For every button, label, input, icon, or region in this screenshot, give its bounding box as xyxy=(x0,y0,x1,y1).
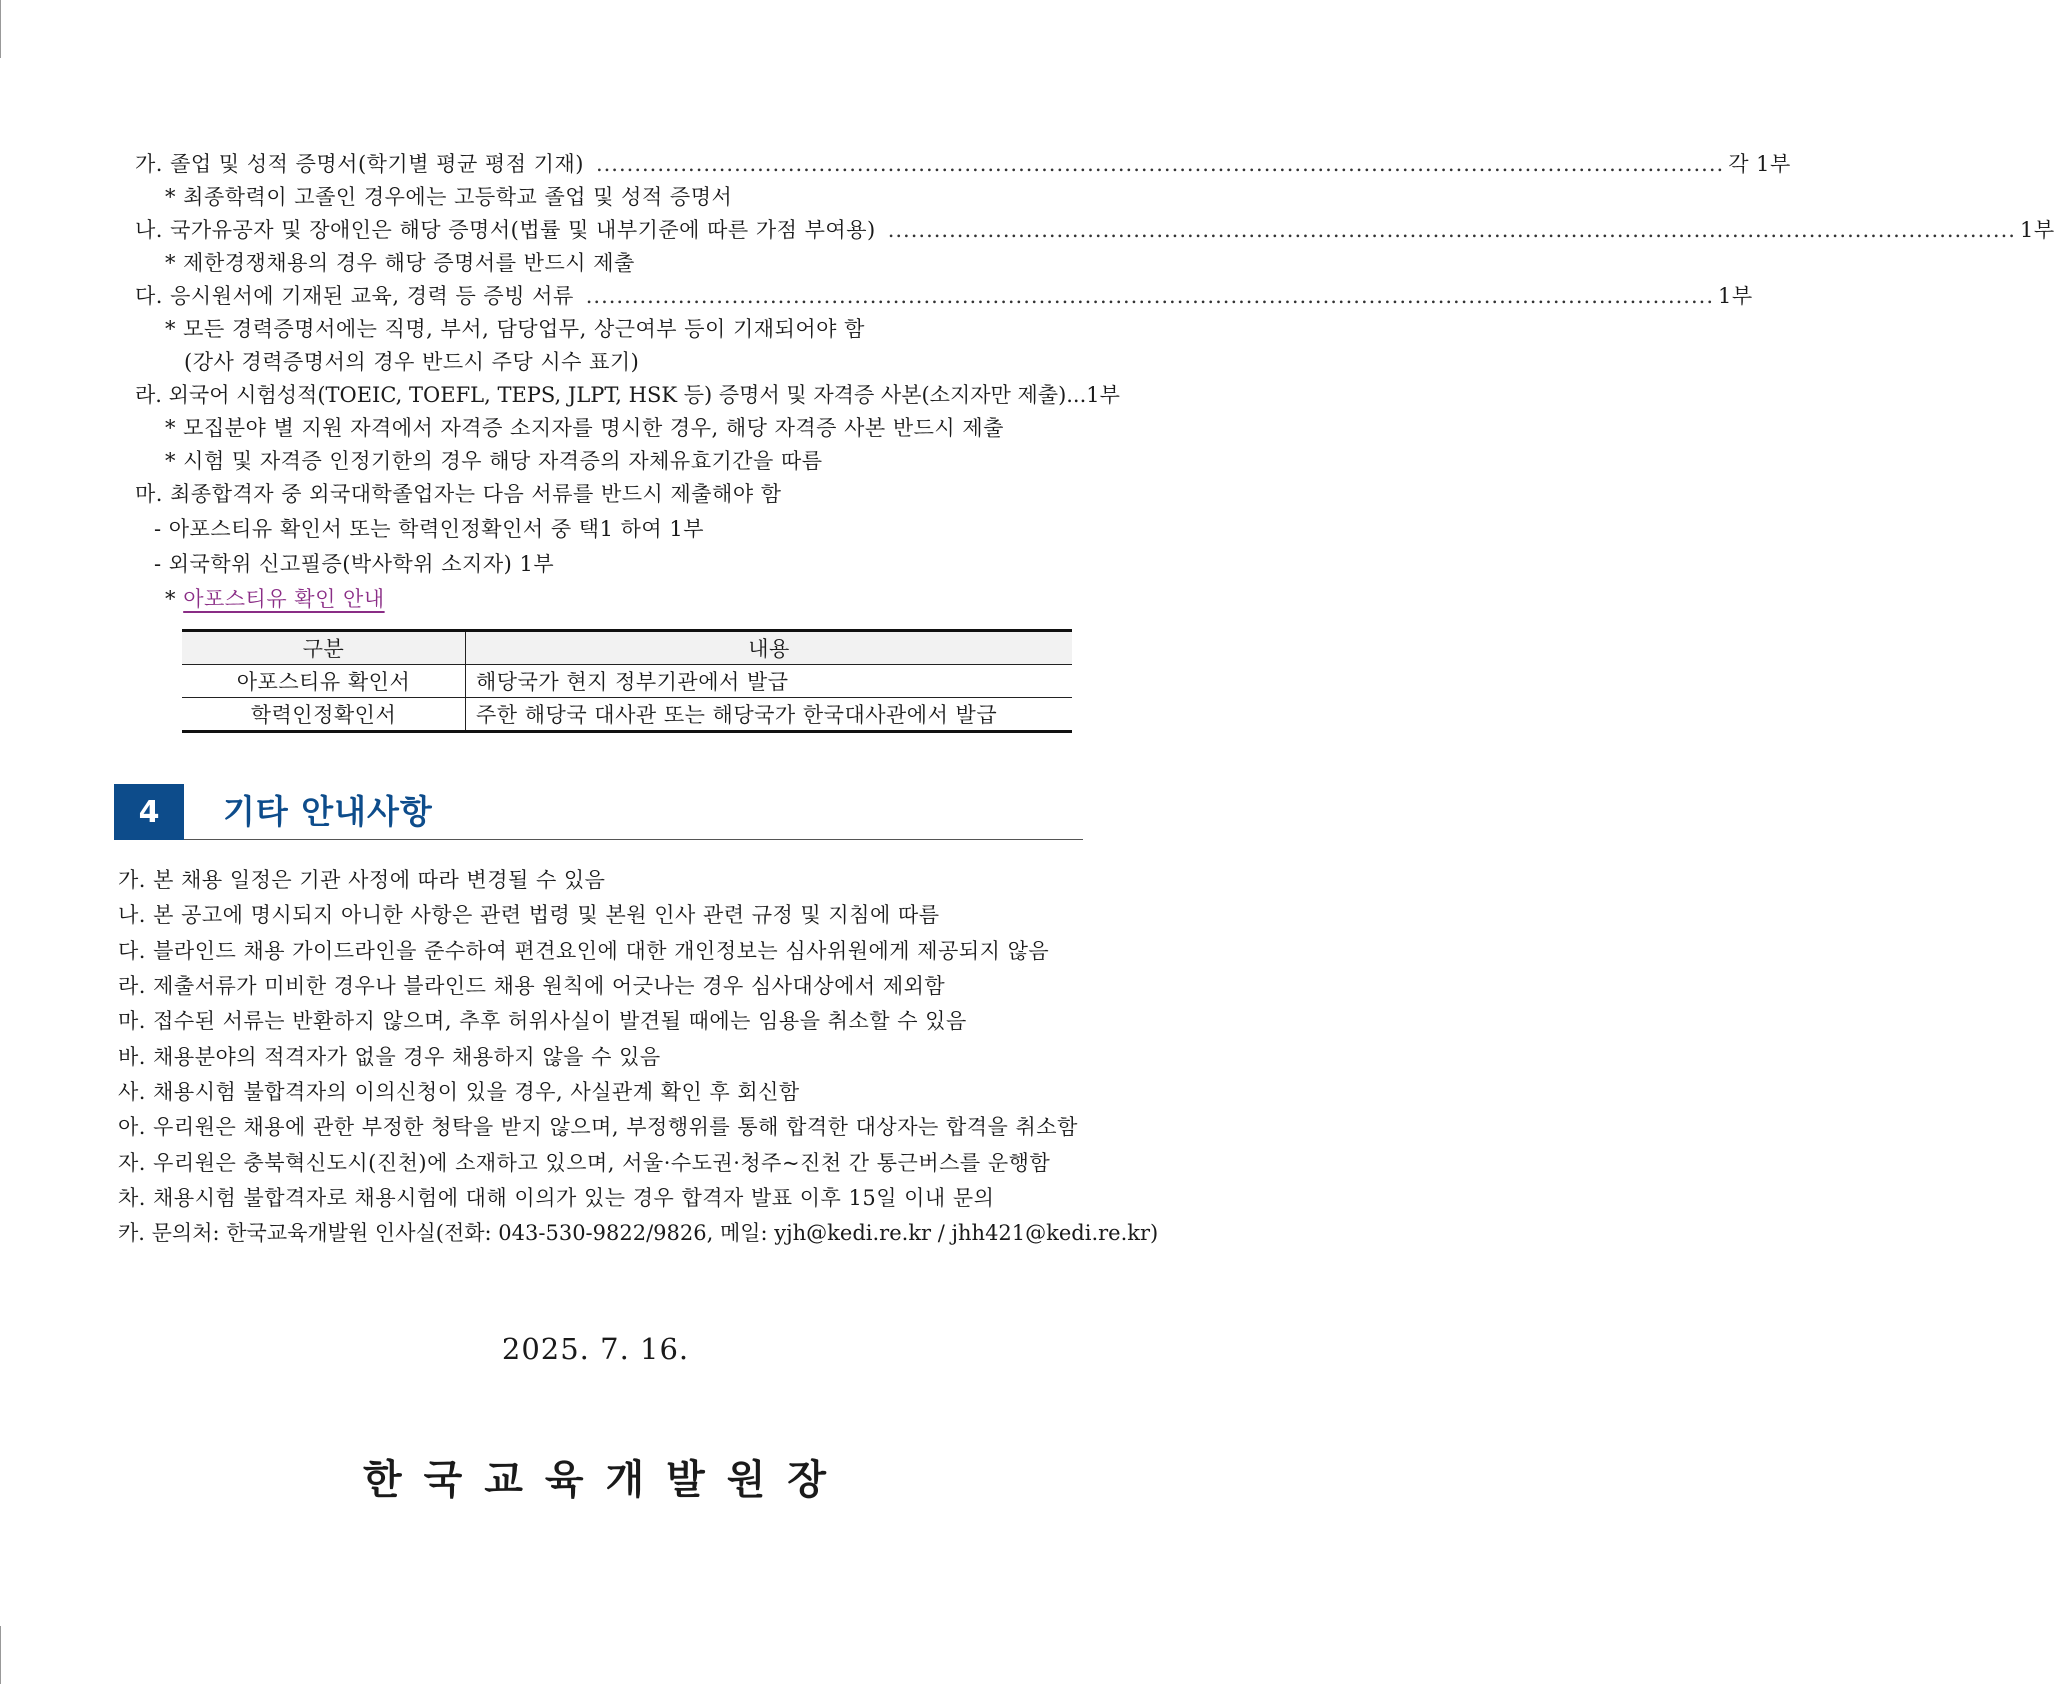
table-header: 구분 xyxy=(182,631,466,665)
doc-note: * 모든 경력증명서에는 직명, 부서, 담당업무, 상근여부 등이 기재되어야 함 xyxy=(165,317,865,341)
apostille-table xyxy=(182,629,1072,733)
table-cell: 주한 해당국 대사관 또는 해당국가 한국대사관에서 발급 xyxy=(466,698,1073,732)
table-header: 내용 xyxy=(466,631,1073,665)
doc-item-label: 나. 국가유공자 및 장애인은 해당 증명서(법률 및 내부기준에 따른 가점 부여용) xyxy=(135,218,876,242)
doc-sub-item: - 외국학위 신고필증(박사학위 소지자) 1부 xyxy=(154,552,555,576)
doc-item-ma: 마. 최종합격자 중 외국대학졸업자는 다음 서류를 반드시 제출해야 함 xyxy=(135,482,782,506)
doc-item-ra: 라. 외국어 시험성적(TOEIC, TOEFL, TEPS, JLPT, HSK 등) 증명서 및 자격증 사본(소지자만 제출)...1부 xyxy=(135,383,1120,407)
doc-item-label: 다. 응시원서에 기재된 교육, 경력 등 증빙 서류 xyxy=(135,284,574,308)
table-cell: 해당국가 현지 정부기관에서 발급 xyxy=(466,665,1073,698)
apostille-note xyxy=(165,585,385,613)
apostille-info-link[interactable]: 아포스티유 확인 안내 xyxy=(183,587,385,611)
dot-leader: ................................................................................................................................................... xyxy=(887,218,2016,242)
table-cell: 학력인정확인서 xyxy=(182,698,466,732)
crop-mark-top-left xyxy=(0,0,1,58)
notice-item: 나. 본 공고에 명시되지 아니한 사항은 관련 법령 및 본원 인사 관련 규정 및 지침에 따름 xyxy=(118,903,940,927)
notice-item: 가. 본 채용 일정은 기관 사정에 따라 변경될 수 있음 xyxy=(118,868,606,892)
section-divider xyxy=(184,839,1083,840)
notice-item: 아. 우리원은 채용에 관한 부정한 청탁을 받지 않으며, 부정행위를 통해 합격한 대상자는 합격을 취소함 xyxy=(118,1115,1078,1139)
crop-mark-bottom-left xyxy=(0,1626,1,1684)
announcement-date: 2025. 7. 16. xyxy=(501,1332,690,1366)
notice-item: 자. 우리원은 충북혁신도시(진천)에 소재하고 있으며, 서울·수도권·청주~진천 간 통근버스를 운행함 xyxy=(118,1151,1051,1175)
notice-item: 차. 채용시험 불합격자로 채용시험에 대해 이의가 있는 경우 합격자 발표 이후 15일 이내 문의 xyxy=(118,1186,995,1210)
doc-note: * 시험 및 자격증 인정기한의 경우 해당 자격증의 자체유효기간을 따름 xyxy=(165,449,823,473)
table-cell: 아포스티유 확인서 xyxy=(182,665,466,698)
organization-signature: 한국교육개발원장 xyxy=(362,1456,849,1503)
doc-item-label: 가. 졸업 및 성적 증명서(학기별 평균 평점 기재) xyxy=(135,152,584,176)
notice-item: 바. 채용분야의 적격자가 없을 경우 채용하지 않을 수 있음 xyxy=(118,1045,661,1069)
doc-item-na xyxy=(135,216,2055,244)
contact-info: 카. 문의처: 한국교육개발원 인사실(전화: 043-530-9822/9826, 메일: yjh@kedi.re.kr / jhh421@kedi.re.kr) xyxy=(118,1221,1159,1245)
notice-item: 마. 접수된 서류는 반환하지 않으며, 추후 허위사실이 발견될 때에는 임용을 취소할 수 있음 xyxy=(118,1009,967,1033)
doc-item-count: 1부 xyxy=(1718,284,1753,308)
section-title: 기타 안내사항 xyxy=(223,792,433,831)
section-number-badge: 4 xyxy=(114,784,184,840)
doc-item-ga xyxy=(135,150,1791,178)
dot-leader: ................................................................................................................................................... xyxy=(595,152,1725,176)
doc-note: * 제한경쟁채용의 경우 해당 증명서를 반드시 제출 xyxy=(165,251,635,275)
doc-note: * 모집분야 별 지원 자격에서 자격증 소지자를 명시한 경우, 해당 자격증 사본 반드시 제출 xyxy=(165,416,1004,440)
notice-item: 다. 블라인드 채용 가이드라인을 준수하여 편견요인에 대한 개인정보는 심사위원에게 제공되지 않음 xyxy=(118,939,1050,963)
doc-note: * 최종학력이 고졸인 경우에는 고등학교 졸업 및 성적 증명서 xyxy=(165,185,733,209)
dot-leader: ................................................................................................................................................... xyxy=(585,284,1715,308)
notice-item: 라. 제출서류가 미비한 경우나 블라인드 채용 원칙에 어긋나는 경우 심사대상에서 제외함 xyxy=(118,974,946,998)
table-header-row xyxy=(182,631,1072,665)
doc-sub-item: - 아포스티유 확인서 또는 학력인정확인서 중 택1 하여 1부 xyxy=(154,517,705,541)
doc-item-da xyxy=(135,282,1753,310)
notice-item: 사. 채용시험 불합격자의 이의신청이 있을 경우, 사실관계 확인 후 회신함 xyxy=(118,1080,800,1104)
table-row xyxy=(182,698,1072,732)
note-marker: * xyxy=(165,587,176,611)
doc-item-count: 1부 xyxy=(2019,218,2055,242)
doc-note: (강사 경력증명서의 경우 반드시 주당 시수 표기) xyxy=(184,350,640,374)
table-row xyxy=(182,665,1072,698)
doc-item-count: 각 1부 xyxy=(1728,152,1791,176)
